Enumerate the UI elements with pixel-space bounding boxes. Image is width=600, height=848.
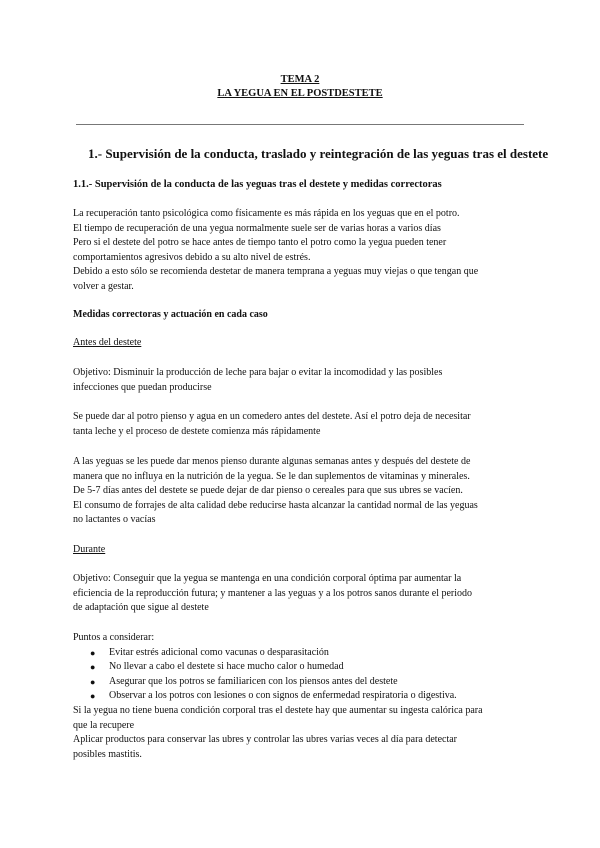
paragraph-line: eficiencia de la reproducción futura; y mantener a las yeguas y a los potros sanos durante el periodo: [73, 587, 473, 599]
list-item-text: Evitar estrés adicional como vacunas o desparasitación: [109, 646, 329, 658]
medidas-heading: Medidas correctoras y actuación en cada caso: [73, 309, 268, 320]
bullet-icon: ●: [90, 647, 96, 658]
paragraph-line: La recuperación tanto psicológica como físicamente es más rápida en los yeguas que en el potro.: [73, 208, 460, 219]
puntos-list: [73, 631, 533, 704]
paragraph-line: comportamientos agresivos debido a su alto nivel de estrés.: [73, 251, 311, 263]
paragraph-line: De 5-7 días antes del destete se puede dejar de dar pienso o cereales para que sus ubres se vacíen.: [73, 485, 463, 497]
bullet-icon: ●: [90, 691, 96, 702]
document-subtitle: LA YEGUA EN EL POSTDESTETE: [217, 88, 383, 99]
antes-yeguas-paragraph: [73, 455, 533, 528]
list-item: [73, 660, 533, 675]
tema-title: TEMA 2: [280, 74, 320, 85]
durante-objetivo-paragraph: [73, 572, 533, 616]
paragraph-line: Debido a esto sólo se recomienda destetar de manera temprana a yeguas muy viejas o que tengan que: [73, 266, 479, 278]
paragraph-line: no lactantes o vacías: [73, 514, 156, 526]
list-item: [73, 689, 533, 704]
puntos-label: Puntos a considerar:: [73, 632, 155, 643]
antes-heading: Antes del destete: [73, 337, 142, 348]
list-item-text: Observar a los potros con lesiones o con signos de enfermedad respiratoria o digestiva.: [109, 690, 457, 702]
durante-heading: Durante: [73, 544, 106, 555]
paragraph-line: A las yeguas se les puede dar menos pienso durante algunas semanas antes y después del destete de: [73, 456, 471, 467]
paragraph-line: Pero si el destete del potro se hace antes de tiempo tanto el potro como la yegua pueden tener: [73, 237, 447, 249]
bullet-icon: ●: [90, 662, 96, 673]
list-item-text: No llevar a cabo el destete si hace mucho calor o humedad: [109, 661, 344, 673]
paragraph-line: Aplicar productos para conservar las ubres y controlar las ubres varias veces al día para detectar: [73, 734, 457, 746]
paragraph-line: volver a gestar.: [73, 280, 134, 292]
horizontal-divider: [76, 124, 524, 125]
paragraph-line: infecciones que puedan producirse: [73, 381, 212, 393]
paragraph-line: Si la yegua no tiene buena condición corporal tras el destete hay que aumentar su ingesta calórica para: [73, 705, 483, 716]
antes-objetivo-paragraph: [73, 366, 533, 395]
paragraph-line: Se puede dar al potro pienso y agua en un comedero antes del destete. Así el potro deja de necesitar: [73, 411, 471, 422]
bullet-list: [73, 646, 533, 704]
paragraph-line: posibles mastitis.: [73, 748, 142, 760]
paragraph-line: Objetivo: Disminuir la producción de leche para bajar o evitar la incomodidad y las posibles: [73, 367, 443, 378]
paragraph-line: Objetivo: Conseguir que la yegua se mantenga en una condición corporal óptima par aumentar la: [73, 573, 462, 584]
list-item: [73, 646, 533, 661]
paragraph-line: El tiempo de recuperación de una yegua normalmente suele ser de varias horas a varios días: [73, 222, 441, 234]
paragraph-line: tanta leche y el proceso de destete comienza más rápidamente: [73, 425, 321, 437]
final-paragraph: [73, 704, 533, 762]
section-1-heading: 1.- Supervisión de la conducta, traslado y reintegración de las yeguas tras el destete: [88, 146, 549, 161]
paragraph-line: que la recupere: [73, 719, 135, 731]
antes-pienso-paragraph: [73, 410, 533, 439]
list-item-text: Asegurar que los potros se familiaricen con los piensos antes del destete: [109, 675, 398, 687]
paragraph-line: manera que no influya en la nutrición de la yegua. Se le dan suplementos de vitaminas y minerales.: [73, 470, 470, 482]
list-item: [73, 675, 533, 690]
section-1-1-heading: 1.1.- Supervisión de la conducta de las yeguas tras el destete y medidas correctoras: [73, 179, 442, 190]
intro-paragraph: [73, 207, 533, 295]
paragraph-line: de adaptación que sigue al destete: [73, 602, 209, 614]
paragraph-line: El consumo de forrajes de alta calidad debe reducirse hasta alcanzar la cantidad normal de las yeguas: [73, 499, 478, 511]
bullet-icon: ●: [90, 676, 96, 687]
